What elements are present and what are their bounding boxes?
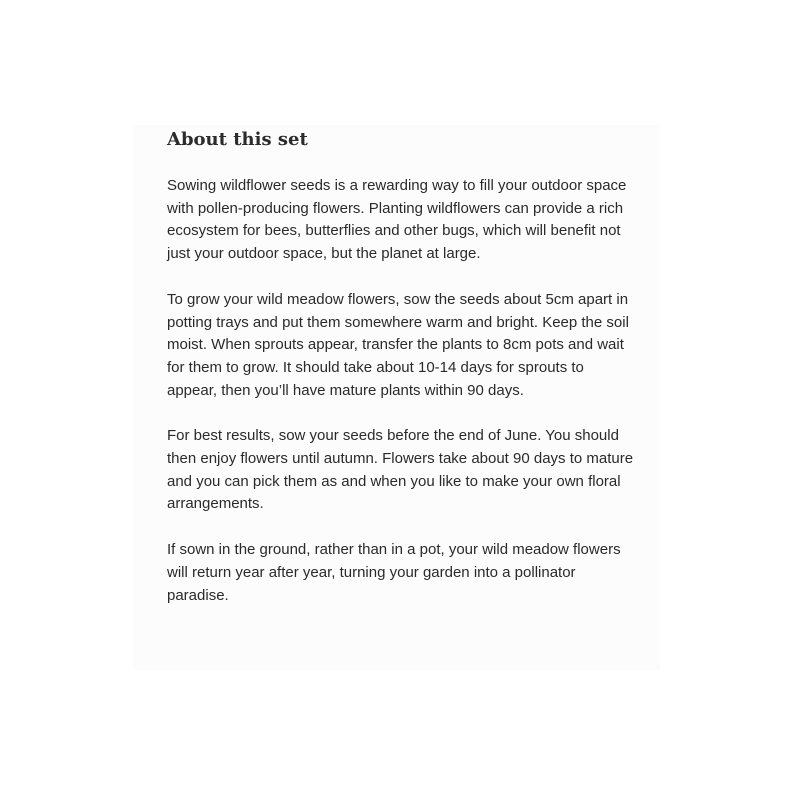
paragraph-growing: To grow your wild meadow flowers, sow the seeds about 5cm apart in potting trays and put them somewhere warm and bright. Keep the soil moist. When sprouts appear, transfer the plants to 8cm pots and wait for them to grow. It should take about 10-14 days for sprouts to appear, then you’ll have mature plants within 90 days. <box>167 290 629 399</box>
section-body <box>167 175 637 630</box>
paragraph-intro: Sowing wildflower seeds is a rewarding way to fill your outdoor space with pollen-producing flowers. Planting wildflowers can provide a rich ecosystem for bees, butterflies and other bugs, which will benefit not just your outdoor space, but the planet at large. <box>167 177 627 263</box>
section-title: About this set <box>167 129 308 150</box>
paragraph-best-results: For best results, sow your seeds before the end of June. You should then enjoy flowers until autumn. Flowers take about 90 days to mature and you can pick them as and when you like to make your own floral arrangements. <box>167 427 634 513</box>
about-panel <box>133 125 660 670</box>
paragraph-ground-sowing: If sown in the ground, rather than in a pot, your wild meadow flowers will return year after year, turning your garden into a pollinator paradise. <box>167 541 621 604</box>
